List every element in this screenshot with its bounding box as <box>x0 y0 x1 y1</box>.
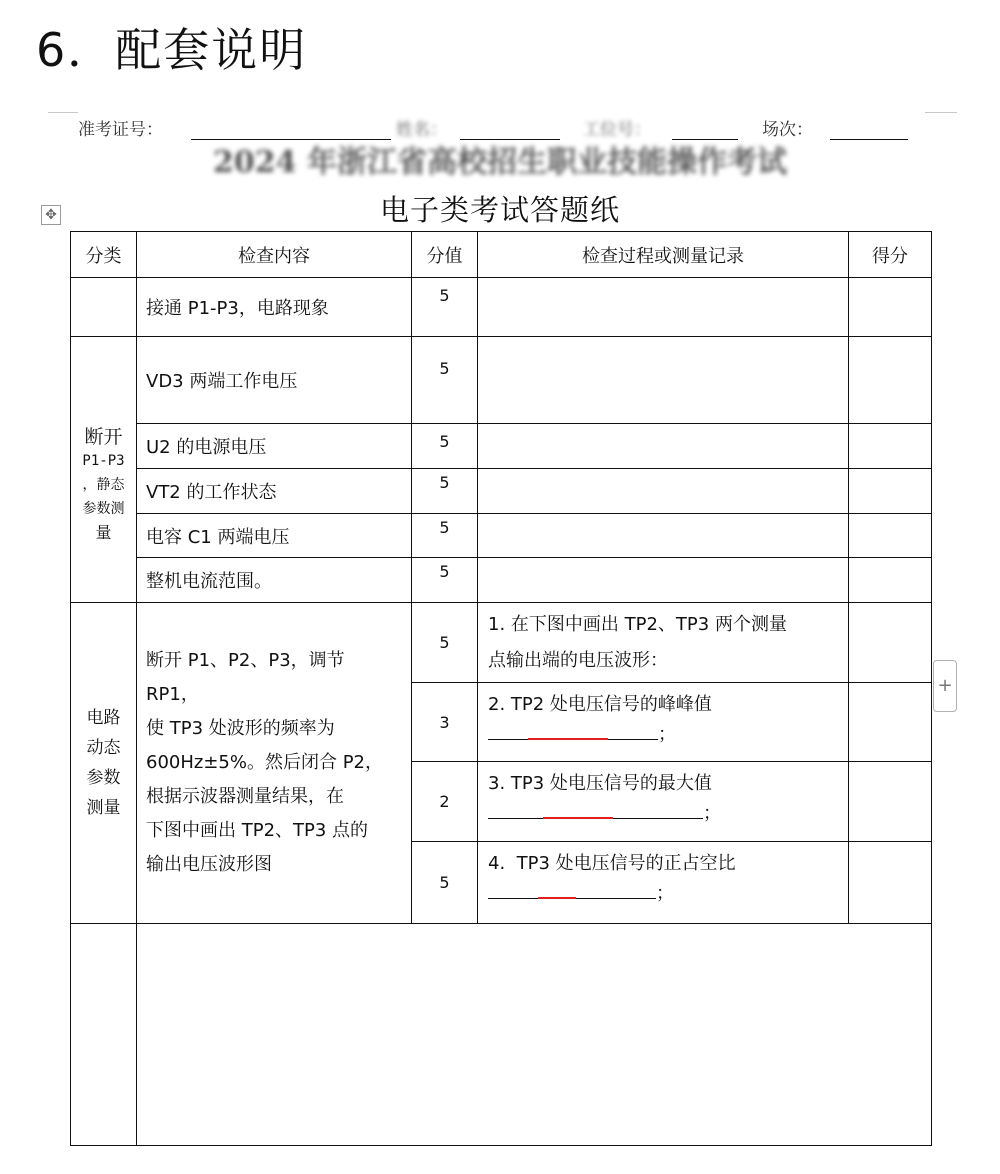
session-line <box>830 139 908 140</box>
ticket-number-line <box>191 139 391 140</box>
record-line: 点输出端的电压波形： <box>488 650 668 671</box>
waveform-category-cell <box>71 924 137 1146</box>
category-line: 电路 <box>86 708 121 728</box>
exam-title: 2024 年浙江省高校招生职业技能操作考试 <box>213 145 787 180</box>
points-cell[interactable] <box>849 762 932 842</box>
description-line: 下图中画出 TP2、TP3 点的 <box>146 820 369 841</box>
description-line: 断开 P1、P2、P3，调节 RP1， <box>146 650 345 705</box>
header-category: 分类 <box>71 232 137 278</box>
record-cell[interactable] <box>478 683 849 762</box>
score-cell: 5 <box>412 424 478 469</box>
table-row <box>71 558 932 603</box>
points-cell[interactable] <box>849 424 932 469</box>
dynamic-category-cell <box>71 603 137 924</box>
category-cell-empty <box>71 278 137 337</box>
description-line: 使 TP3 处波形的频率为 <box>146 718 335 739</box>
score-cell: 5 <box>412 842 478 924</box>
answer-sheet-title: 电子类考试答题纸 <box>379 193 620 227</box>
table-row <box>71 514 932 558</box>
score-cell: 5 <box>412 603 478 683</box>
blank-suffix: ； <box>656 883 674 904</box>
score-cell: 3 <box>412 683 478 762</box>
record-cell[interactable] <box>478 762 849 842</box>
record-cell[interactable] <box>478 842 849 924</box>
header-row <box>71 232 932 278</box>
score-cell: 5 <box>412 337 478 424</box>
category-line: 断开 <box>84 425 123 448</box>
category-line: 量 <box>95 522 112 542</box>
header-record: 检查过程或测量记录 <box>478 232 849 278</box>
header-points: 得分 <box>849 232 932 278</box>
content-cell: VD3 两端工作电压 <box>137 337 412 424</box>
content-cell: 电容 C1 两端电压 <box>137 514 412 558</box>
blank-suffix: ； <box>658 724 676 745</box>
page-corner-mark-right <box>925 112 957 113</box>
exam-header <box>78 117 918 143</box>
points-cell[interactable] <box>849 558 932 603</box>
description-line: 600Hz±5%。然后闭合 P2， <box>146 752 384 773</box>
score-cell: 5 <box>412 514 478 558</box>
record-cell[interactable] <box>478 469 849 514</box>
content-cell: VT2 的工作状态 <box>137 469 412 514</box>
points-cell[interactable] <box>849 603 932 683</box>
record-cell[interactable] <box>478 424 849 469</box>
score-cell: 2 <box>412 762 478 842</box>
points-cell[interactable] <box>849 337 932 424</box>
record-line: 2. TP2 处电压信号的峰峰值 <box>488 694 712 715</box>
static-category-cell <box>71 337 137 603</box>
content-cell: U2 的电源电压 <box>137 424 412 469</box>
header-content: 检查内容 <box>137 232 412 278</box>
header-score: 分值 <box>412 232 478 278</box>
dynamic-description-cell <box>137 603 412 924</box>
waveform-drawing-row <box>71 924 932 1146</box>
record-cell[interactable] <box>478 278 849 337</box>
record-line: 1. 在下图中画出 TP2、TP3 两个测量 <box>488 614 787 635</box>
category-line: 参数 <box>86 768 121 788</box>
table-row <box>71 278 932 337</box>
record-line: 3. TP3 处电压信号的最大值 <box>488 773 712 794</box>
session-label: 场次： <box>762 120 813 140</box>
blank-suffix: ； <box>703 803 721 824</box>
record-cell[interactable] <box>478 337 849 424</box>
category-line: P1-P3 <box>82 452 125 469</box>
points-cell[interactable] <box>849 683 932 762</box>
station-line <box>672 139 738 140</box>
record-cell[interactable] <box>478 558 849 603</box>
points-cell[interactable] <box>849 278 932 337</box>
record-line: 4. TP3 处电压信号的正占空比 <box>488 853 736 874</box>
score-cell: 5 <box>412 469 478 514</box>
content-cell: 整机电流范围。 <box>137 558 412 603</box>
answer-table <box>70 231 932 1146</box>
move-arrows-icon[interactable]: ✥ <box>41 205 61 225</box>
category-line: 参数测 <box>82 500 125 517</box>
points-cell[interactable] <box>849 514 932 558</box>
score-cell: 5 <box>412 278 478 337</box>
score-cell: 5 <box>412 558 478 603</box>
description-line: 输出电压波形图 <box>146 854 272 875</box>
description-line: 根据示波器测量结果，在 <box>146 786 344 807</box>
name-line <box>460 139 560 140</box>
points-cell[interactable] <box>849 469 932 514</box>
table-row <box>71 603 932 683</box>
page-heading: 6．配套说明 <box>36 23 308 77</box>
page-corner-mark-left <box>48 112 78 113</box>
plus-icon[interactable]: + <box>933 660 957 712</box>
category-line: ，静态 <box>82 476 125 493</box>
ticket-number-label: 准考证号： <box>78 120 163 140</box>
category-line: 测量 <box>86 798 121 818</box>
category-line: 动态 <box>86 738 121 758</box>
record-cell[interactable] <box>478 603 849 683</box>
station-label: 工位号： <box>583 120 651 140</box>
answer-blank[interactable] <box>488 818 703 819</box>
answer-blank[interactable] <box>488 898 656 899</box>
waveform-drawing-area[interactable] <box>137 924 932 1146</box>
points-cell[interactable] <box>849 842 932 924</box>
table-row <box>71 424 932 469</box>
record-cell[interactable] <box>478 514 849 558</box>
table-row <box>71 469 932 514</box>
name-label: 姓名： <box>396 120 447 140</box>
answer-blank[interactable] <box>488 739 658 740</box>
content-cell: 接通 P1-P3，电路现象 <box>137 278 412 337</box>
table-row <box>71 337 932 424</box>
